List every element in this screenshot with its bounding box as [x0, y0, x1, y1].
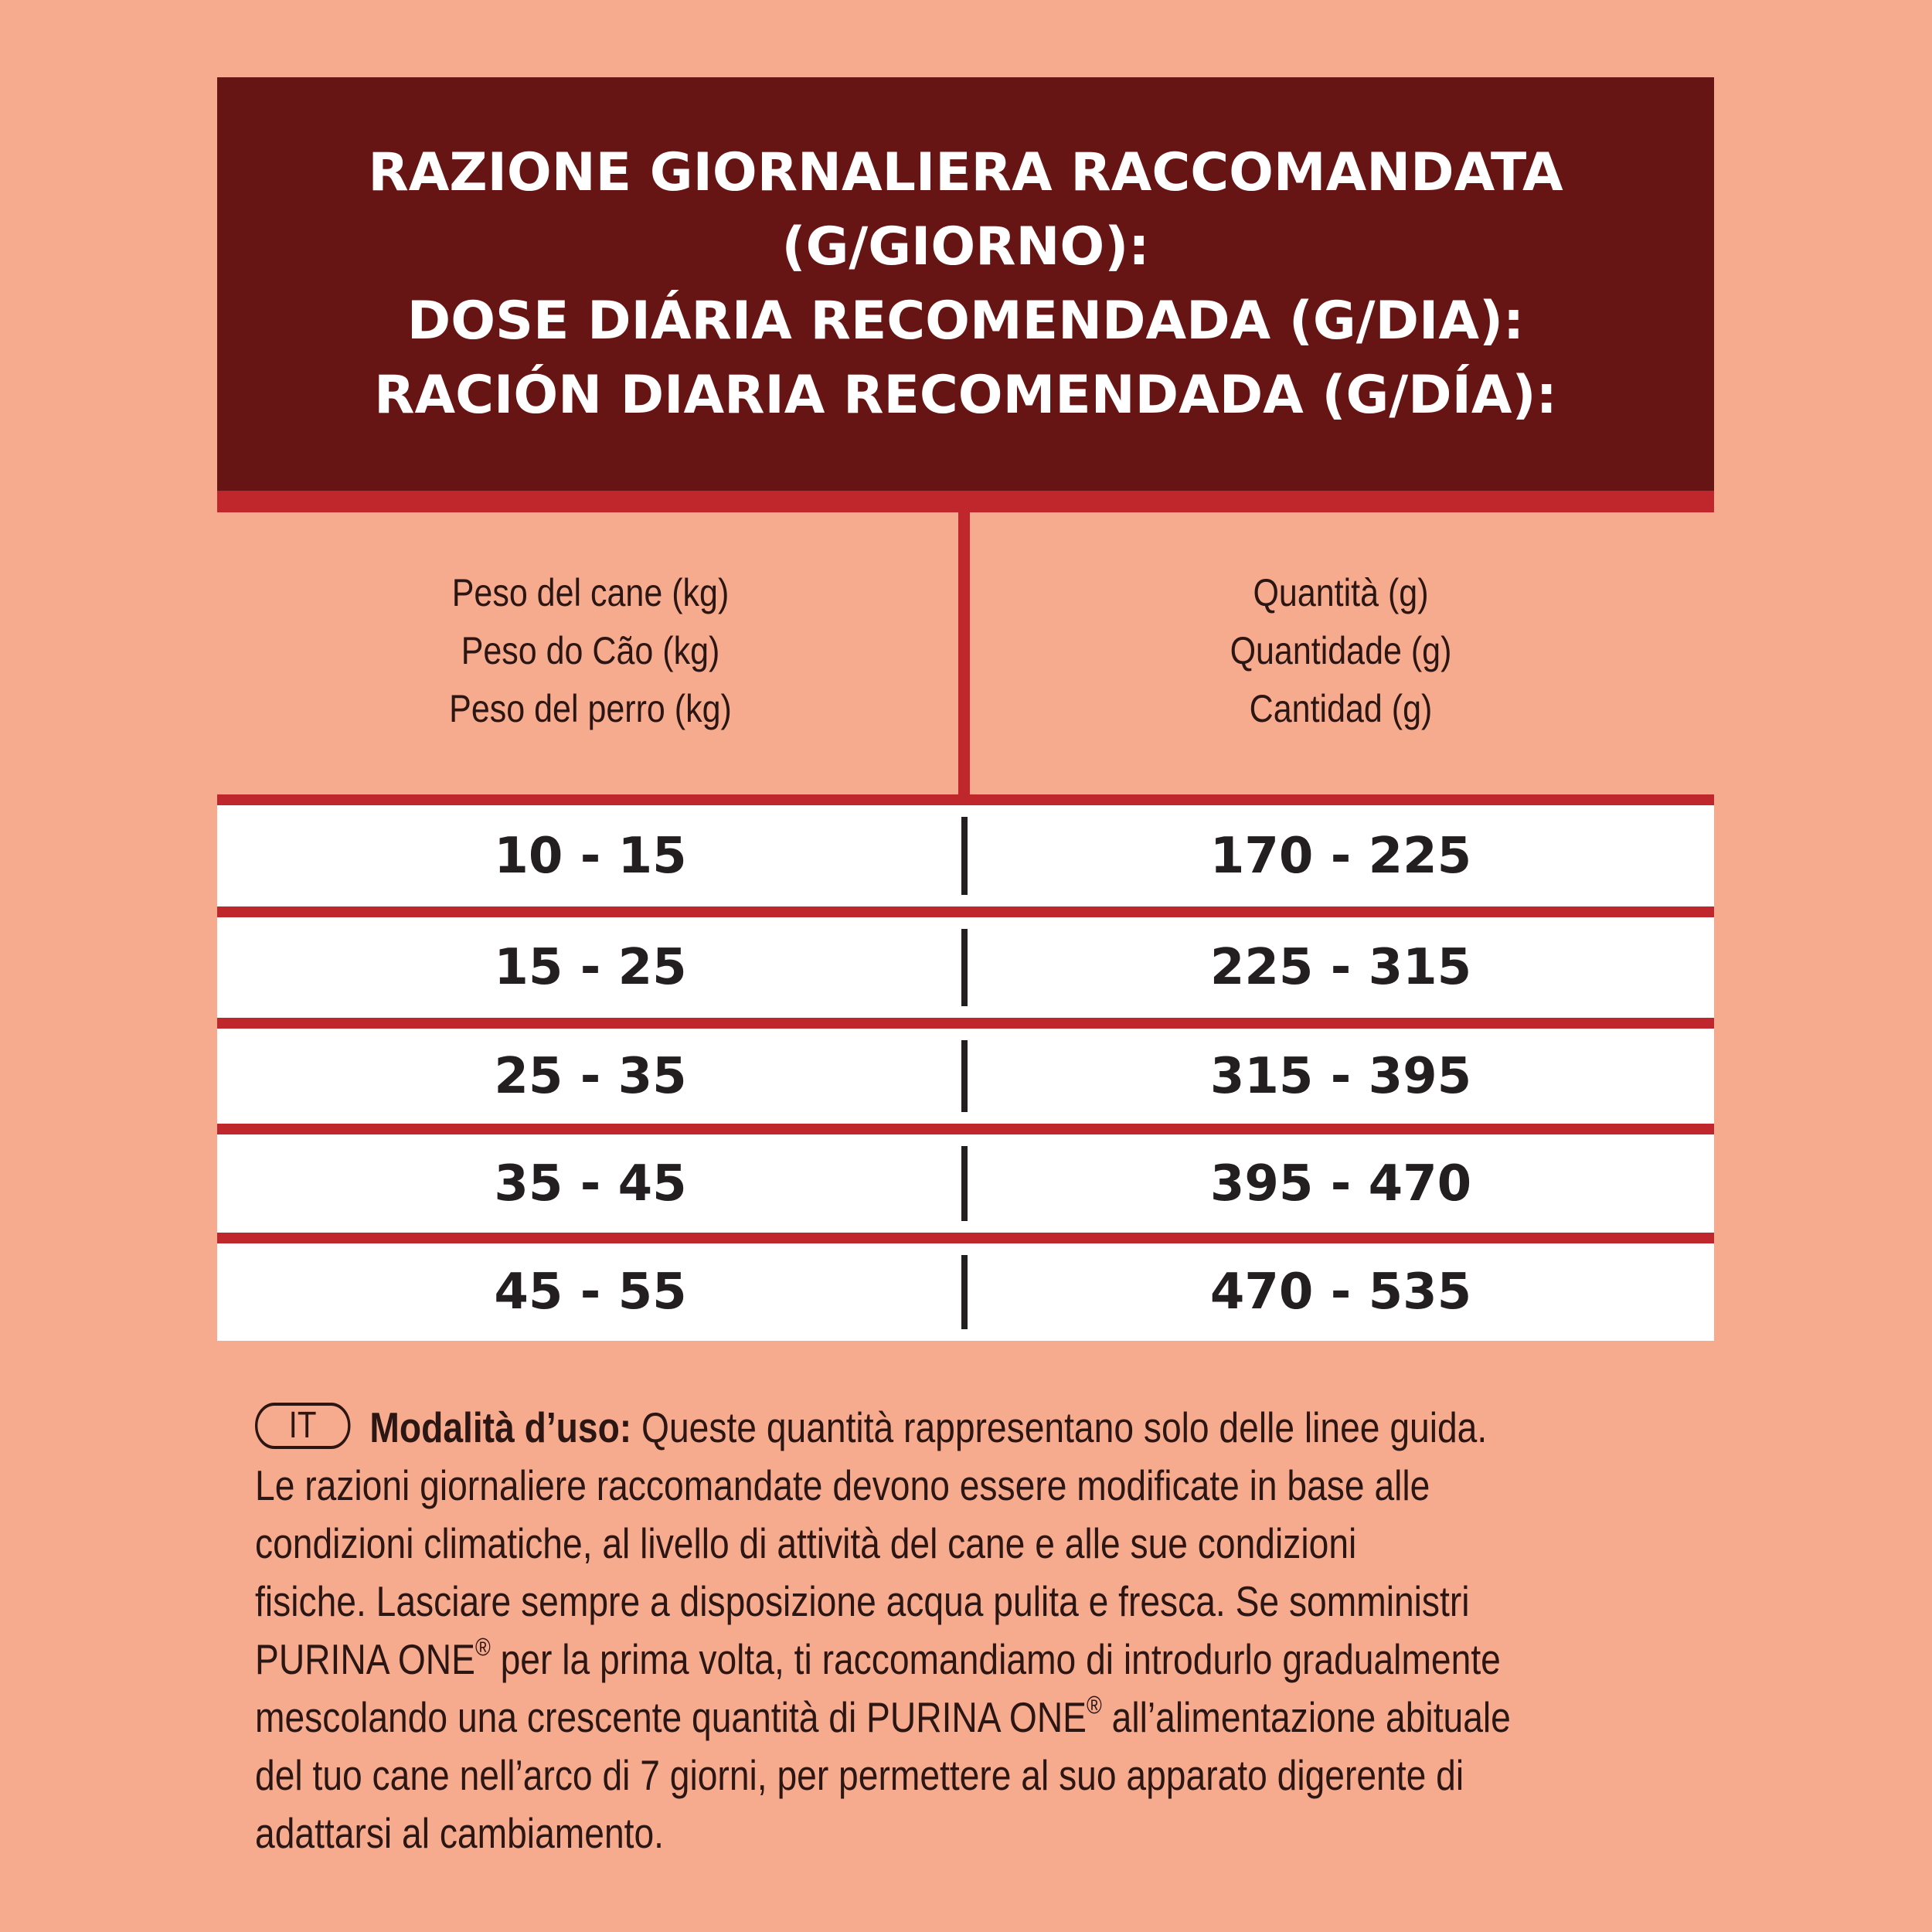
- header-title-it-unit: (G/GIORNO):: [781, 216, 1150, 277]
- usage-text-line: del tuo cane nell’arco di 7 giorni, per permettere al suo apparato digerente di: [255, 1751, 1464, 1799]
- row-separator: [217, 1124, 1714, 1134]
- column-header-weight-pt: Peso do Cão (kg): [461, 629, 720, 672]
- weight-cell: 15 - 25: [494, 939, 687, 996]
- table-row: [217, 1134, 1714, 1233]
- row-divider: [961, 1255, 968, 1329]
- amount-cell: 315 - 395: [1209, 1047, 1472, 1105]
- usage-text-line: fisiche. Lasciare sempre a disposizione acqua pulita e fresca. Se somministri: [255, 1577, 1470, 1625]
- row-separator: [217, 794, 1714, 805]
- usage-text-line: adattarsi al cambiamento.: [255, 1809, 665, 1857]
- column-header-weight-es: Peso del perro (kg): [449, 687, 732, 730]
- header-title-it: RAZIONE GIORNALIERA RACCOMANDATA: [368, 141, 1563, 203]
- column-header-amount-it: Quantità (g): [1253, 571, 1429, 614]
- usage-text-line: condizioni climatiche, al livello di attività del cane e alle sue condizioni: [255, 1519, 1357, 1567]
- amount-cell: 395 - 470: [1209, 1155, 1472, 1213]
- column-header-weight-it: Peso del cane (kg): [451, 571, 730, 614]
- header-accent-bar: [217, 491, 1714, 512]
- weight-cell: 35 - 45: [494, 1155, 687, 1213]
- column-header-amount-pt: Quantidade (g): [1230, 629, 1452, 672]
- usage-text-line: Le razioni giornaliere raccomandate devono essere modificate in base alle: [255, 1461, 1430, 1509]
- table-row: [217, 1243, 1714, 1341]
- usage-text-line: all’alimentazione abituale: [1101, 1693, 1511, 1741]
- row-divider: [961, 1146, 968, 1221]
- row-divider: [961, 817, 968, 895]
- usage-text-line: Queste quantità rappresentano solo delle linee guida.: [641, 1403, 1488, 1451]
- column-divider: [958, 512, 970, 794]
- row-divider: [961, 1040, 968, 1112]
- table-row: [217, 805, 1714, 906]
- row-divider: [961, 929, 968, 1006]
- row-separator: [217, 1233, 1714, 1243]
- registered-mark: ®: [474, 1633, 491, 1661]
- usage-text-line: per la prima volta, ti raccomandiamo di introdurlo gradualmente: [490, 1635, 1501, 1683]
- amount-cell: 225 - 315: [1209, 939, 1472, 996]
- language-badge: IT: [255, 1403, 350, 1449]
- table-row: [217, 917, 1714, 1018]
- header-title-pt: DOSE DIÁRIA RECOMENDADA (G/DIA):: [406, 290, 1525, 352]
- weight-cell: 45 - 55: [494, 1264, 687, 1321]
- brand-name: PURINA ONE: [255, 1635, 475, 1683]
- usage-text-line: mescolando una crescente quantità di PURINA ONE: [255, 1693, 1087, 1741]
- table-row: [217, 1029, 1714, 1124]
- usage-label: Modalità d’uso:: [369, 1403, 632, 1451]
- usage-instructions: [255, 1399, 1716, 1862]
- column-header-amount: [1020, 564, 1662, 738]
- column-header-weight: [270, 564, 912, 738]
- row-separator: [217, 1018, 1714, 1029]
- row-separator: [217, 906, 1714, 917]
- column-header-amount-es: Cantidad (g): [1249, 687, 1433, 730]
- weight-cell: 25 - 35: [494, 1047, 687, 1105]
- weight-cell: 10 - 15: [494, 827, 687, 885]
- header-title-es: RACIÓN DIARIA RECOMENDADA (G/DÍA):: [374, 364, 1557, 426]
- amount-cell: 170 - 225: [1209, 827, 1472, 885]
- feeding-header: [217, 77, 1714, 491]
- registered-mark: ®: [1087, 1691, 1102, 1719]
- amount-cell: 470 - 535: [1209, 1264, 1472, 1321]
